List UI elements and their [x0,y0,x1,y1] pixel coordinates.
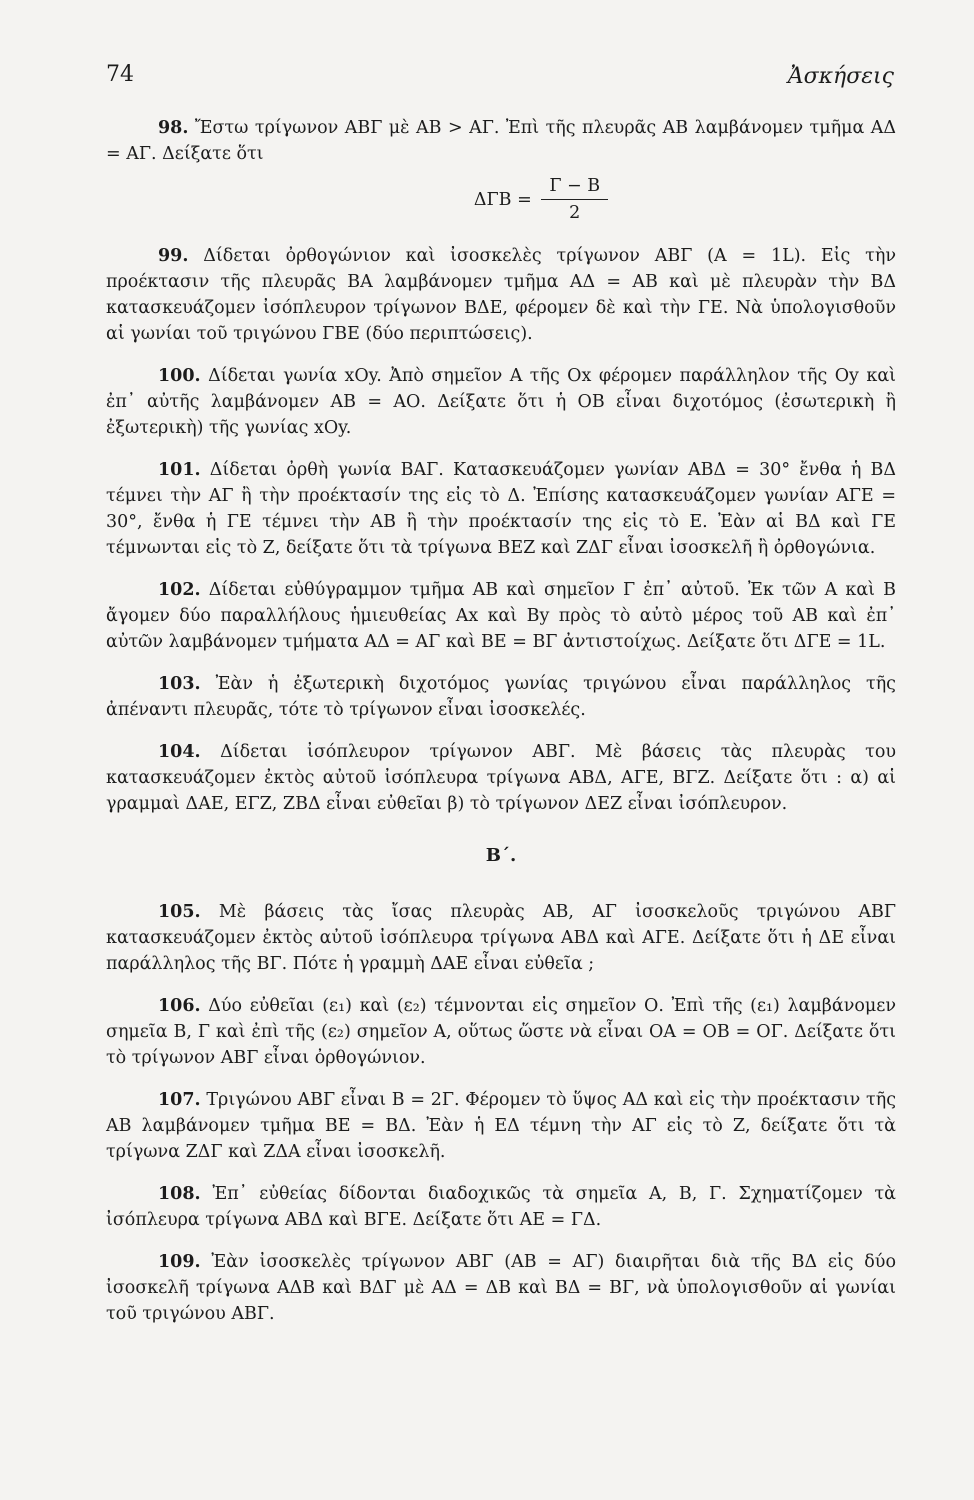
exercise-104 [106,739,896,817]
exercise-text: Ἔστω τρίγωνον ΑΒΓ μὲ ΑΒ > ΑΓ. Ἐπὶ τῆς πλευρᾶς ΑΒ λαμβάνομεν τμῆμα ΑΔ = ΑΓ. Δείξατε ὅτι [106,118,896,164]
page-header [106,62,894,96]
running-title: Ἀσκήσεις [787,64,894,89]
exercise-101 [106,457,896,561]
exercise-107 [106,1087,896,1165]
exercise-number: 101. [158,460,201,480]
exercise-number: 109. [158,1252,201,1272]
exercise-number: 106. [158,996,201,1016]
exercise-100 [106,363,896,441]
exercise-number: 105. [158,902,201,922]
exercise-102 [106,577,896,655]
exercise-number: 99. [158,246,189,266]
page-number: 74 [106,62,134,87]
section-heading: Β΄. [485,845,517,866]
exercise-text: Δίδεται ὀρθὴ γωνία ΒΑΓ. Κατασκευάζομεν γωνίαν ΑΒΔ = 30° ἔνθα ἡ ΒΔ τέμνει τὴν ΑΓ ἢ τὴν προέκτασίν της εἰς τὸ Δ. Ἐπίσης κατασκευάζομεν γωνίαν ΑΓΕ = 30°, ἔνθα ἡ ΓΕ τέμνει τὴν ΑΒ ἢ τὴν προέκτασίν της εἰς τὸ Ε. Ἐὰν αἱ ΒΔ καὶ ΓΕ τέμνωνται εἰς τὸ Ζ, δείξατε ὅτι τὰ τρίγωνα ΒΕΖ καὶ ΖΔΓ εἶναι ἰσοσκελῆ ἢ ὀρθογώνια. [106,460,896,558]
formula-fraction [541,173,608,226]
exercise-text: Δίδεται ὀρθογώνιον καὶ ἰσοσκελὲς τρίγωνον ΑΒΓ (Α = 1L). Εἰς τὴν προέκτασιν τῆς πλευρᾶς ΒΑ λαμβάνομεν τμῆμα ΑΔ = ΑΒ καὶ μὲ πλευρὰν τὴν ΒΔ κατασκευάζομεν ἰσόπλευρον τρίγωνον ΒΔΕ, φέρομεν δὲ καὶ τὴν ΓΕ. Νὰ ὑπολογισθοῦν αἱ γωνίαι τοῦ τριγώνου ΓΒΕ (δύο περιπτώσεις). [106,246,896,344]
exercise-text: Δίδεται εὐθύγραμμον τμῆμα ΑΒ καὶ σημεῖον Γ ἐπ᾽ αὐτοῦ. Ἐκ τῶν Α καὶ Β ἄγομεν δύο παραλλήλους ἡμιευθείας Ax καὶ By πρὸς τὸ αὐτὸ μέρος τοῦ ΑΒ καὶ ἐπ᾽ αὐτῶν λαμβάνομεν τμήματα ΑΔ = ΑΓ καὶ ΒΕ = ΒΓ ἀντιστοίχως. Δείξατε ὅτι ΔΓΕ = 1L. [106,580,896,652]
exercise-number: 98. [158,118,189,138]
exercise-105 [106,899,896,977]
formula-lhs: ΔΓΒ = [473,189,532,210]
exercise-text: Τριγώνου ΑΒΓ εἶναι Β = 2Γ. Φέρομεν τὸ ὕψος ΑΔ καὶ εἰς τὴν προέκτασιν τῆς ΑΒ λαμβάνομεν τμῆμα ΒΕ = ΒΔ. Ἐὰν ἡ ΕΔ τέμνη τὴν ΑΓ εἰς τὸ Ζ, δείξατε ὅτι τὰ τρίγωνα ΖΔΓ καὶ ΖΔΑ εἶναι ἰσοσκελῆ. [106,1090,896,1162]
exercise-text: Δίδεται γωνία xOy. Ἀπὸ σημεῖον Α τῆς Ox φέρομεν παράλληλον τῆς Oy καὶ ἐπ᾽ αὐτῆς λαμβάνομεν ΑΒ = ΑΟ. Δείξατε ὅτι ἡ ΟΒ εἶναι διχοτόμος (ἐσωτερικὴ ἢ ἐξωτερικὴ) τῆς γωνίας xOy. [106,366,896,438]
exercise-list [106,115,896,1343]
exercise-text: Δύο εὐθεῖαι (ε₁) καὶ (ε₂) τέμνονται εἰς σημεῖον Ο. Ἐπὶ τῆς (ε₁) λαμβάνομεν σημεῖα Β, Γ καὶ ἐπὶ τῆς (ε₂) σημεῖον Α, οὕτως ὥστε νὰ εἶναι ΟΑ = ΟΒ = ΟΓ. Δείξατε ὅτι τὸ τρίγωνον ΑΒΓ εἶναι ὀρθογώνιον. [106,996,896,1068]
formula-denominator: 2 [569,203,581,223]
exercise-98 [106,115,896,227]
exercise-text: Ἐπ᾽ εὐθείας δίδονται διαδοχικῶς τὰ σημεῖα Α, Β, Γ. Σχηματίζομεν τὰ ἰσόπλευρα τρίγωνα ΑΒΔ καὶ ΒΓΕ. Δείξατε ὅτι ΑΕ = ΓΔ. [106,1184,896,1230]
exercise-106 [106,993,896,1071]
exercise-number: 100. [158,366,201,386]
exercise-text: Δίδεται ἰσόπλευρον τρίγωνον ΑΒΓ. Μὲ βάσεις τὰς πλευρὰς του κατασκευάζομεν ἐκτὸς αὐτοῦ ἰσόπλευρα τρίγωνα ΑΒΔ, ΑΓΕ, ΒΓΖ. Δείξατε ὅτι : α) αἱ γραμμαὶ ΔΑΕ, ΕΓΖ, ΖΒΔ εἶναι εὐθεῖαι β) τὸ τρίγωνον ΔΕΖ εἶναι ἰσόπλευρον. [106,742,896,814]
exercise-number: 104. [158,742,201,762]
exercise-number: 108. [158,1184,201,1204]
formula [186,173,896,227]
exercise-108 [106,1181,896,1233]
exercise-text: Ἐὰν ἰσοσκελὲς τρίγωνον ΑΒΓ (ΑΒ = ΑΓ) διαιρῆται διὰ τῆς ΒΔ εἰς δύο ἰσοσκελῆ τρίγωνα ΑΔΒ καὶ ΒΔΓ μὲ ΑΔ = ΔΒ καὶ ΒΔ = ΒΓ, νὰ ὑπολογισθοῦν αἱ γωνίαι τοῦ τριγώνου ΑΒΓ. [106,1252,896,1324]
exercise-text: Μὲ βάσεις τὰς ἴσας πλευρὰς ΑΒ, ΑΓ ἰσοσκελοῦς τριγώνου ΑΒΓ κατασκευάζομεν ἐκτὸς αὐτοῦ ἰσόπλευρα τρίγωνα ΑΒΔ καὶ ΑΓΕ. Δείξατε ὅτι ἡ ΔΕ εἶναι παράλληλος τῆς ΒΓ. Πότε ἡ γραμμὴ ΔΑΕ εἶναι εὐθεῖα ; [106,902,896,974]
exercise-number: 107. [158,1090,201,1110]
exercise-109 [106,1249,896,1327]
exercise-number: 102. [158,580,201,600]
exercise-99 [106,243,896,347]
formula-numerator: Γ − Β [541,173,608,200]
exercise-text: Ἐὰν ἡ ἐξωτερικὴ διχοτόμος γωνίας τριγώνου εἶναι παράλληλος τῆς ἀπέναντι πλευρᾶς, τότε τὸ τρίγωνον εἶναι ἰσοσκελές. [106,674,896,720]
exercise-number: 103. [158,674,201,694]
exercise-103 [106,671,896,723]
